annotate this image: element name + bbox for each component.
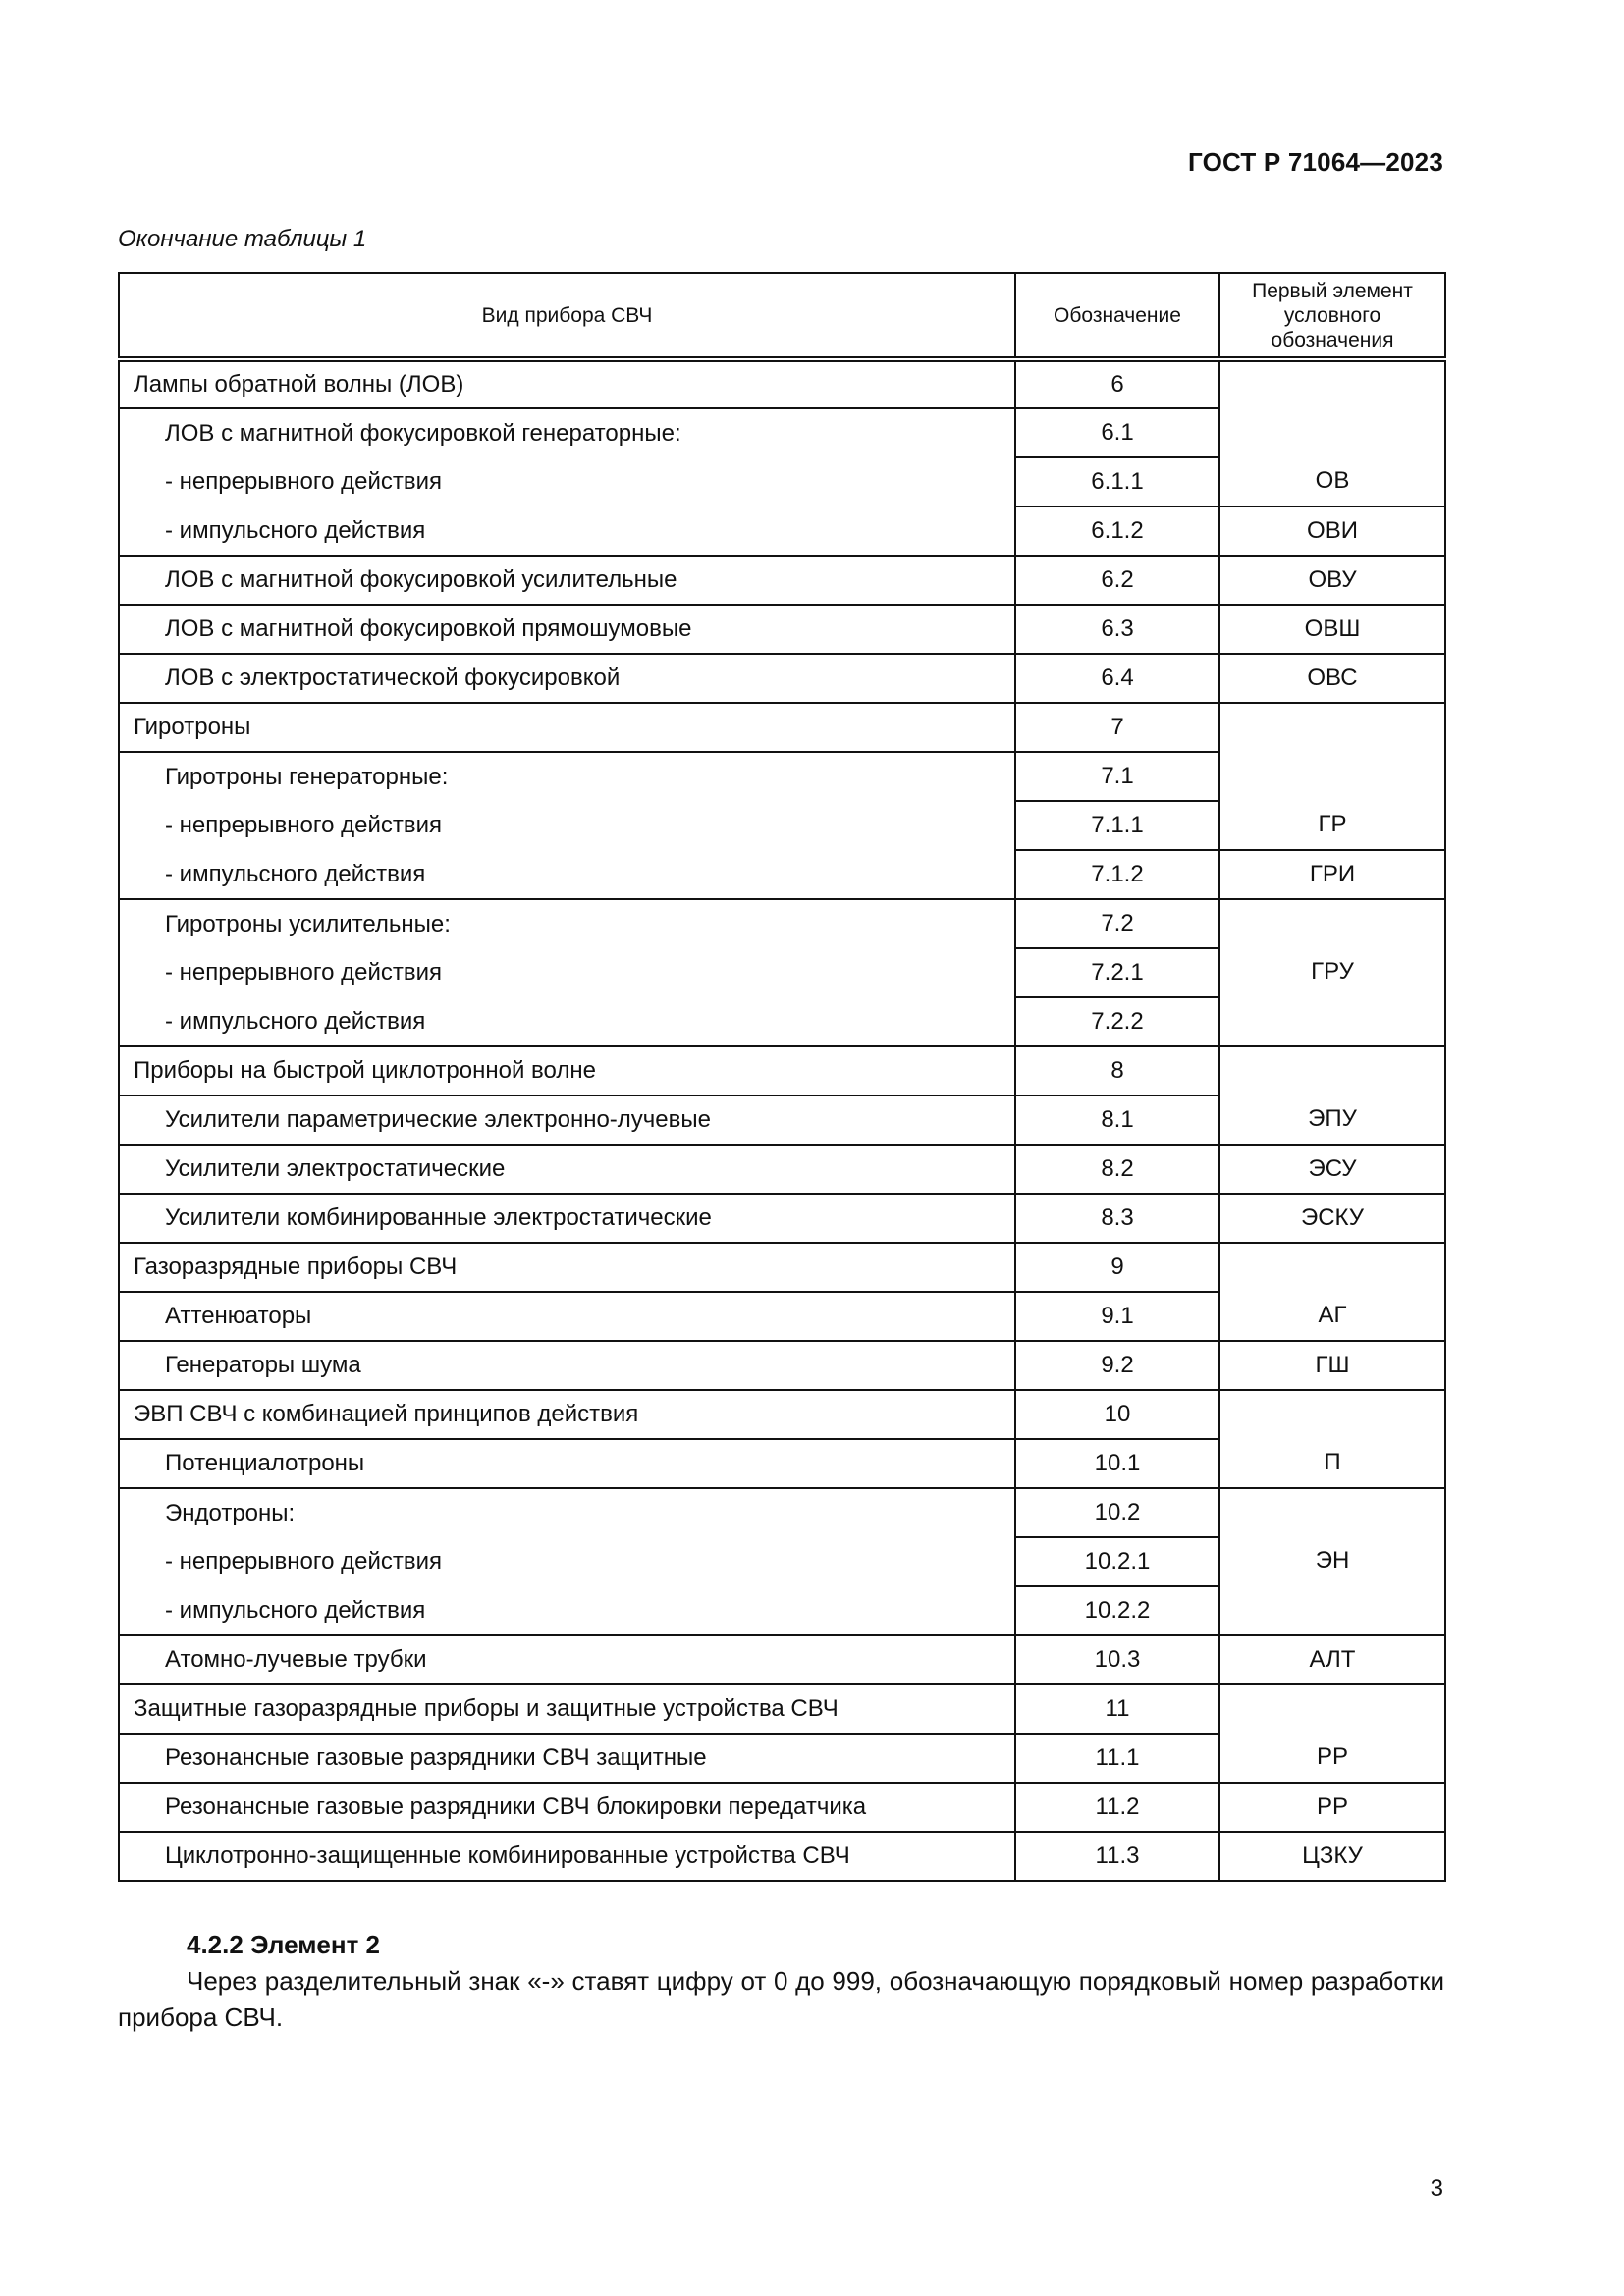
device-type-cell: Атомно-лучевые трубки	[119, 1635, 1015, 1684]
designation-cell: 11.2	[1015, 1783, 1219, 1832]
table-row	[119, 850, 1445, 899]
first-element-cell: АЛТ	[1219, 1635, 1445, 1684]
designation-cell: 6.3	[1015, 605, 1219, 654]
table-row	[119, 556, 1445, 605]
designation-cell: 10.2.1	[1015, 1537, 1219, 1586]
designation-cell: 10.3	[1015, 1635, 1219, 1684]
first-element-cell: ОВУ	[1219, 556, 1445, 605]
designation-cell: 6	[1015, 359, 1219, 408]
table-caption: Окончание таблицы 1	[118, 226, 367, 252]
section-paragraph: Через разделительный знак «-» ставят цифру от 0 до 999, обозначающую порядковый номер разработки прибора СВЧ.	[118, 1966, 1444, 2032]
device-type-cell: Лампы обратной волны (ЛОВ)	[119, 359, 1015, 408]
designation-cell: 6.2	[1015, 556, 1219, 605]
first-element-cell: ОВ	[1219, 359, 1445, 507]
device-type-cell: Гиротроны	[119, 703, 1015, 752]
column-header-device-type: Вид прибора СВЧ	[119, 273, 1015, 359]
device-type-cell: Усилители электростатические	[119, 1145, 1015, 1194]
designation-cell: 9.1	[1015, 1292, 1219, 1341]
device-type-cell: Гиротроны усилительные:	[119, 899, 1015, 948]
device-type-cell: - импульсного действия	[119, 1586, 1015, 1635]
table-row	[119, 359, 1445, 408]
table-row	[119, 1243, 1445, 1292]
designation-cell: 10.2.2	[1015, 1586, 1219, 1635]
designation-cell: 7.2	[1015, 899, 1219, 948]
first-element-cell: РР	[1219, 1684, 1445, 1783]
first-element-cell: ГРИ	[1219, 850, 1445, 899]
device-type-cell: ЭВП СВЧ с комбинацией принципов действия	[119, 1390, 1015, 1439]
section-4-2-2	[118, 1927, 1444, 2036]
designation-cell: 9.2	[1015, 1341, 1219, 1390]
page-number: 3	[1430, 2175, 1443, 2202]
designation-cell: 8.1	[1015, 1095, 1219, 1145]
device-type-cell: Резонансные газовые разрядники СВЧ блокировки передатчика	[119, 1783, 1015, 1832]
first-element-cell: ЭСКУ	[1219, 1194, 1445, 1243]
first-element-cell: ГРУ	[1219, 899, 1445, 1046]
device-type-cell: ЛОВ с магнитной фокусировкой усилительные	[119, 556, 1015, 605]
first-element-cell: ОВС	[1219, 654, 1445, 703]
device-type-table	[118, 272, 1446, 1882]
device-type-cell: - импульсного действия	[119, 507, 1015, 556]
device-type-cell: Потенциалотроны	[119, 1439, 1015, 1488]
table-row	[119, 1046, 1445, 1095]
first-element-cell: ЭСУ	[1219, 1145, 1445, 1194]
designation-cell: 6.1.2	[1015, 507, 1219, 556]
device-type-cell: Эндотроны:	[119, 1488, 1015, 1537]
designation-cell: 11.1	[1015, 1734, 1219, 1783]
designation-cell: 10.2	[1015, 1488, 1219, 1537]
designation-cell: 10	[1015, 1390, 1219, 1439]
device-type-cell: Усилители комбинированные электростатические	[119, 1194, 1015, 1243]
device-type-cell: Приборы на быстрой циклотронной волне	[119, 1046, 1015, 1095]
table-row	[119, 703, 1445, 752]
device-type-cell: - импульсного действия	[119, 997, 1015, 1046]
designation-cell: 7.1.1	[1015, 801, 1219, 850]
table-row	[119, 1783, 1445, 1832]
device-type-cell: - непрерывного действия	[119, 1537, 1015, 1586]
first-element-cell: РР	[1219, 1783, 1445, 1832]
designation-cell: 11	[1015, 1684, 1219, 1734]
first-element-cell: ГШ	[1219, 1341, 1445, 1390]
standard-id: ГОСТ Р 71064—2023	[1188, 147, 1443, 177]
designation-cell: 10.1	[1015, 1439, 1219, 1488]
designation-cell: 7	[1015, 703, 1219, 752]
designation-cell: 11.3	[1015, 1832, 1219, 1881]
designation-cell: 6.4	[1015, 654, 1219, 703]
device-type-cell: Циклотронно-защищенные комбинированные устройства СВЧ	[119, 1832, 1015, 1881]
device-type-cell: Газоразрядные приборы СВЧ	[119, 1243, 1015, 1292]
device-type-cell: - непрерывного действия	[119, 801, 1015, 850]
device-type-cell: Защитные газоразрядные приборы и защитные устройства СВЧ	[119, 1684, 1015, 1734]
first-element-cell: ЦЗКУ	[1219, 1832, 1445, 1881]
table-row	[119, 1684, 1445, 1734]
designation-cell: 7.1	[1015, 752, 1219, 801]
device-type-cell: Аттенюаторы	[119, 1292, 1015, 1341]
designation-cell: 7.2.1	[1015, 948, 1219, 997]
table-row	[119, 1488, 1445, 1537]
designation-cell: 9	[1015, 1243, 1219, 1292]
table-header-row	[119, 273, 1445, 359]
device-type-cell: Резонансные газовые разрядники СВЧ защитные	[119, 1734, 1015, 1783]
designation-cell: 7.2.2	[1015, 997, 1219, 1046]
table-row	[119, 1341, 1445, 1390]
table-row	[119, 1145, 1445, 1194]
device-type-cell: Усилители параметрические электронно-лучевые	[119, 1095, 1015, 1145]
device-type-cell: ЛОВ с магнитной фокусировкой генераторные:	[119, 408, 1015, 457]
designation-cell: 6.1	[1015, 408, 1219, 457]
designation-cell: 8.2	[1015, 1145, 1219, 1194]
table-row	[119, 605, 1445, 654]
column-header-designation: Обозначение	[1015, 273, 1219, 359]
table-row	[119, 1390, 1445, 1439]
device-type-cell: - импульсного действия	[119, 850, 1015, 899]
designation-cell: 7.1.2	[1015, 850, 1219, 899]
table-row	[119, 899, 1445, 948]
section-heading: 4.2.2 Элемент 2	[187, 1930, 381, 1959]
device-type-cell: ЛОВ с магнитной фокусировкой прямошумовые	[119, 605, 1015, 654]
device-type-cell: Гиротроны генераторные:	[119, 752, 1015, 801]
first-element-cell: ОВШ	[1219, 605, 1445, 654]
table-row	[119, 1635, 1445, 1684]
table-row	[119, 1832, 1445, 1881]
device-type-cell: - непрерывного действия	[119, 948, 1015, 997]
first-element-cell: ЭПУ	[1219, 1046, 1445, 1145]
table-row	[119, 654, 1445, 703]
first-element-cell: ЭН	[1219, 1488, 1445, 1635]
device-type-cell: - непрерывного действия	[119, 457, 1015, 507]
designation-cell: 6.1.1	[1015, 457, 1219, 507]
device-type-cell: ЛОВ с электростатической фокусировкой	[119, 654, 1015, 703]
device-type-cell: Генераторы шума	[119, 1341, 1015, 1390]
first-element-cell: ОВИ	[1219, 507, 1445, 556]
designation-cell: 8	[1015, 1046, 1219, 1095]
column-header-first-element: Первый элемент условного обозначения	[1219, 273, 1445, 359]
table-row	[119, 507, 1445, 556]
table-row	[119, 1194, 1445, 1243]
first-element-cell: П	[1219, 1390, 1445, 1488]
first-element-cell: ГР	[1219, 703, 1445, 850]
designation-cell: 8.3	[1015, 1194, 1219, 1243]
first-element-cell: АГ	[1219, 1243, 1445, 1341]
